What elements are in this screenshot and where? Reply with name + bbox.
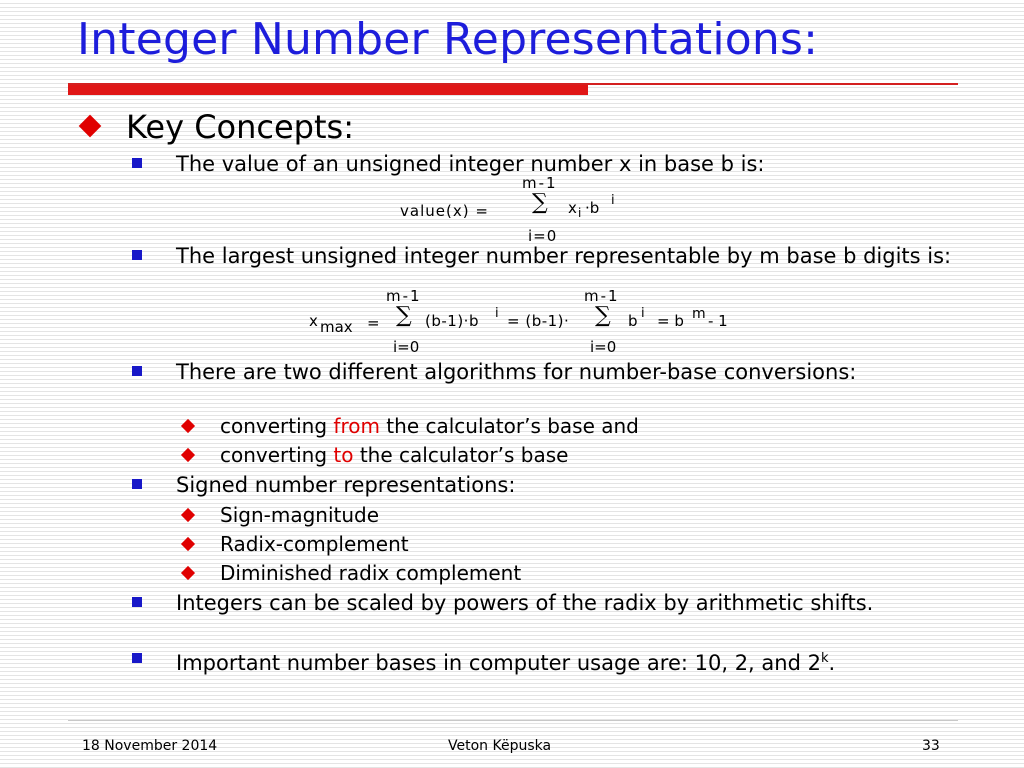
eq2-equals: = <box>367 314 380 332</box>
eq2-tail: - 1 <box>708 312 728 330</box>
eq2-term1: (b-1)·b <box>425 312 479 330</box>
eq2-sup1: i <box>495 306 499 321</box>
eq2-x: x <box>309 312 318 330</box>
eq1-term-sup: i <box>611 193 615 208</box>
footer-date: 18 November 2014 <box>82 738 218 754</box>
eq1-term-x: x <box>568 199 577 217</box>
eq2-mid: = (b-1)· <box>507 312 570 330</box>
sigma-icon: ∑ <box>532 190 548 215</box>
eq1-lhs: value(x) = <box>400 202 489 220</box>
square-bullet-icon <box>132 479 142 489</box>
diamond-bullet-icon <box>181 537 195 551</box>
eq1-upper-limit: m-1 <box>522 174 558 192</box>
diamond-bullet-icon <box>181 448 195 462</box>
diamond-bullet-icon <box>181 508 195 522</box>
sub-bullet-text: Radix-complement <box>220 532 409 556</box>
eq2-lower-limit-1: i=0 <box>393 338 420 356</box>
eq2-term2: b <box>628 312 638 330</box>
eq2-upper-limit-1: m-1 <box>386 287 422 305</box>
sigma-icon: ∑ <box>595 303 611 328</box>
diamond-bullet-icon <box>181 566 195 580</box>
bullet-text: The largest unsigned integer number representable by m base b digits is: <box>176 244 952 268</box>
sub-bullet-text: converting to the calculator’s base <box>220 443 569 467</box>
bullet-text: Integers can be scaled by powers of the radix by arithmetic shifts. <box>176 591 874 615</box>
eq1-term-b: ·b <box>585 199 600 217</box>
sub-bullet-text: Diminished radix complement <box>220 561 522 585</box>
square-bullet-icon <box>132 250 142 260</box>
title-rule-thick <box>68 85 588 95</box>
eq1-term-sub: i <box>578 206 582 220</box>
heading-text: Key Concepts: <box>126 108 354 146</box>
sub-bullet-text: Sign-magnitude <box>220 503 380 527</box>
eq1-lower-limit: i=0 <box>528 227 558 245</box>
square-bullet-icon <box>132 158 142 168</box>
footer-author: Veton Këpuska <box>448 738 552 754</box>
diamond-bullet-icon <box>79 115 102 138</box>
footer-page-number: 33 <box>922 738 940 754</box>
bullet-text: The value of an unsigned integer number x in base b is: <box>176 152 765 176</box>
sub-bullet-text: converting from the calculator’s base and <box>220 414 639 438</box>
footer-rule <box>68 720 958 721</box>
eq2-upper-limit-2: m-1 <box>584 287 620 305</box>
diamond-bullet-icon <box>181 419 195 433</box>
bullet-text: Signed number representations: <box>176 473 516 497</box>
slide-title: Integer Number Representations: <box>77 14 819 65</box>
eq2-lower-limit-2: i=0 <box>590 338 617 356</box>
sigma-icon: ∑ <box>396 303 412 328</box>
key-concepts-heading <box>84 108 354 146</box>
eq2-sup3: m <box>692 306 706 322</box>
eq2-sup2: i <box>641 306 645 321</box>
square-bullet-icon <box>132 366 142 376</box>
square-bullet-icon <box>132 597 142 607</box>
square-bullet-icon <box>132 653 142 663</box>
bullet-text: Important number bases in computer usage are: 10, 2, and 2$^k$. <box>176 651 836 675</box>
eq2-sub-max: max <box>320 318 353 336</box>
eq2-rhs: = b <box>657 312 684 330</box>
bullet-text: There are two different algorithms for number-base conversions: <box>176 360 857 384</box>
